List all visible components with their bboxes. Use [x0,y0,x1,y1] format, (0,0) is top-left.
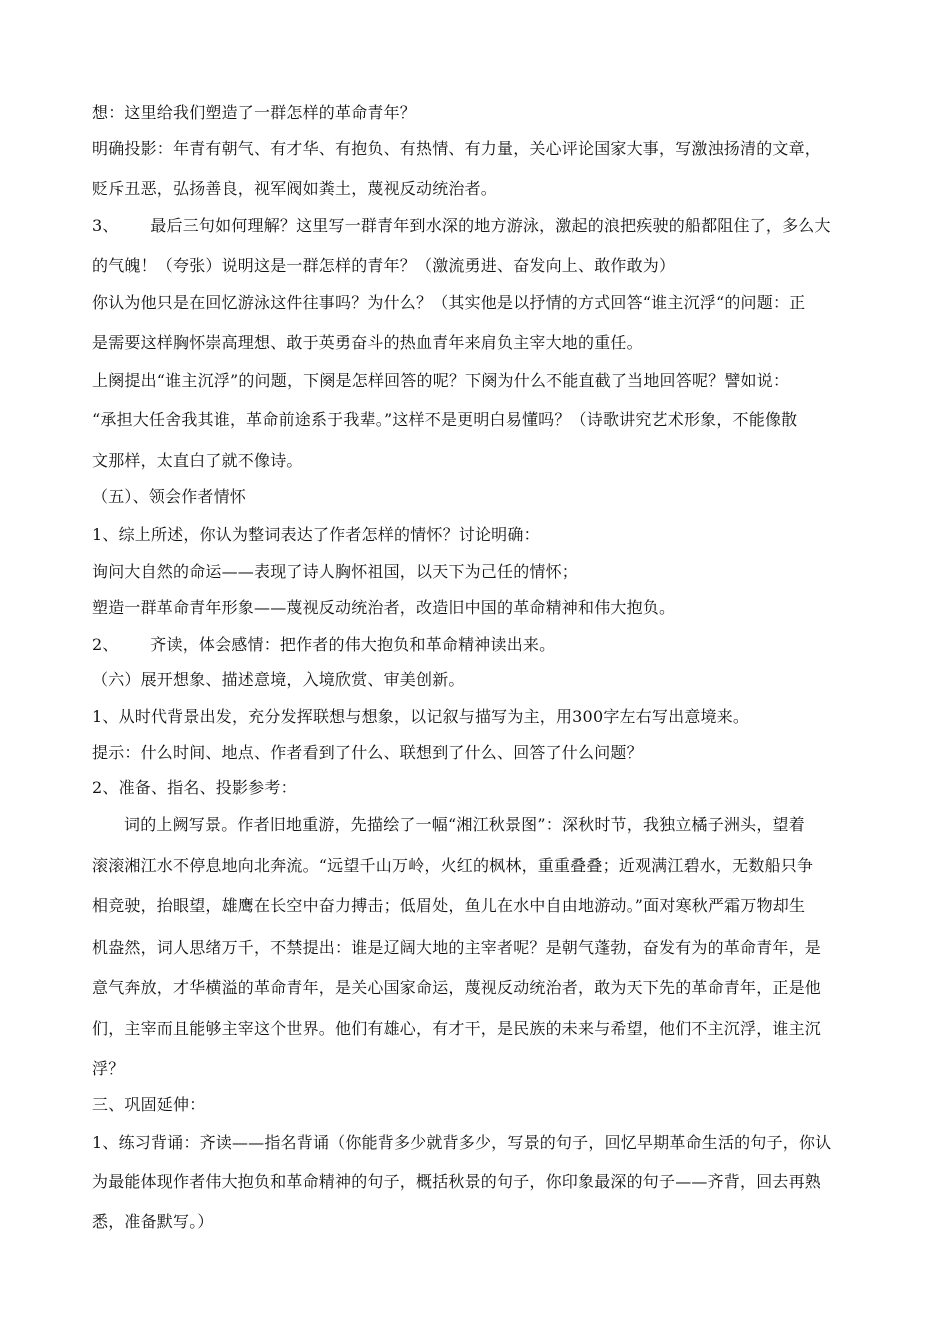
text-line: 文那样，太直白了就不像诗。 [92,451,303,470]
text-line: 的气魄！（夸张）说明这是一群怎样的青年？（激流勇进、奋发向上、敢作敢为） [92,256,676,275]
text-line: 3、 最后三句如何理解？这里写一群青年到水深的地方游泳，激起的浪把疾驶的船都阻住了，多么大 [92,216,831,235]
paragraph-line: 滚滚湘江水不停息地向北奔流。“远望千山万岭，火红的枫林，重重叠叠；近观满江碧水，无数船只争 [92,856,814,875]
text-line: “承担大任舍我其谁，革命前途系于我辈。”这样不是更明白易懂吗？（诗歌讲究艺术形象，不能像散 [92,410,798,429]
text-line: 提示：什么时间、地点、作者看到了什么、联想到了什么、回答了什么问题？ [92,743,643,762]
text-line: 上阕提出“谁主沉浮”的问题，下阕是怎样回答的呢？下阕为什么不能直截了当地回答呢？譬如说： [92,371,790,390]
section-heading: （六）展开想象、描述意境，入境欣赏、审美创新。 [92,670,465,689]
paragraph-line: 浮？ [92,1059,125,1078]
text-line: 塑造一群革命青年形象——蔑视反动统治者，改造旧中国的革命精神和伟大抱负。 [92,598,676,617]
text-line: 2、准备、指名、投影参考： [92,778,297,797]
text-line: 悉，准备默写。） [92,1212,214,1231]
text-line: 1、从时代背景出发，充分发挥联想与想象，以记叙与描写为主，用300字左右写出意境来。 [92,707,750,726]
text-line: 想：这里给我们塑造了一群怎样的革命青年？ [92,103,417,122]
text-line: 1、综上所述，你认为整词表达了作者怎样的情怀？讨论明确： [92,525,540,544]
text-line: 明确投影：年青有朝气、有才华、有抱负、有热情、有力量，关心评论国家大事，写激浊扬清的文章， [92,139,822,158]
paragraph-line: 词的上阙写景。作者旧地重游，先描绘了一幅“湘江秋景图”：深秋时节，我独立橘子洲头，望着 [124,815,805,834]
section-heading: （五）、领会作者情怀 [92,487,247,506]
text-line: 你认为他只是在回忆游泳这件往事吗？为什么？（其实他是以抒情的方式回答“谁主沉浮“的问题：正 [92,293,806,312]
paragraph-line: 们，主宰而且能够主宰这个世界。他们有雄心，有才干，是民族的未来与希望，他们不主沉浮，谁主沉 [92,1019,822,1038]
text-line: 2、 齐读，体会感情：把作者的伟大抱负和革命精神读出来。 [92,635,556,654]
text-line: 是需要这样胸怀崇高理想、敢于英勇奋斗的热血青年来肩负主宰大地的重任。 [92,333,643,352]
text-line: 询问大自然的命运——表现了诗人胸怀祖国，以天下为己任的情怀； [92,562,579,581]
paragraph-line: 相竞驶，抬眼望，雄鹰在长空中奋力搏击；低眉处，鱼儿在水中自由地游动。”面对寒秋严霜万物却生 [92,896,806,915]
text-line: 贬斥丑恶，弘扬善良，视军阀如粪土，蔑视反动统治者。 [92,179,498,198]
section-heading: 三、巩固延伸： [92,1095,206,1114]
text-line: 为最能体现作者伟大抱负和革命精神的句子，概括秋景的句子，你印象最深的句子——齐背，回去再熟 [92,1172,822,1191]
paragraph-line: 机盎然，词人思绪万千，不禁提出：谁是辽阔大地的主宰者呢？是朝气蓬勃，奋发有为的革命青年，是 [92,938,822,957]
text-line: 1、练习背诵：齐读——指名背诵（你能背多少就背多少，写景的句子，回忆早期革命生活的句子，你认 [92,1133,832,1152]
paragraph-line: 意气奔放，才华横溢的革命青年，是关心国家命运，蔑视反动统治者，敢为天下先的革命青年，正是他 [92,978,822,997]
